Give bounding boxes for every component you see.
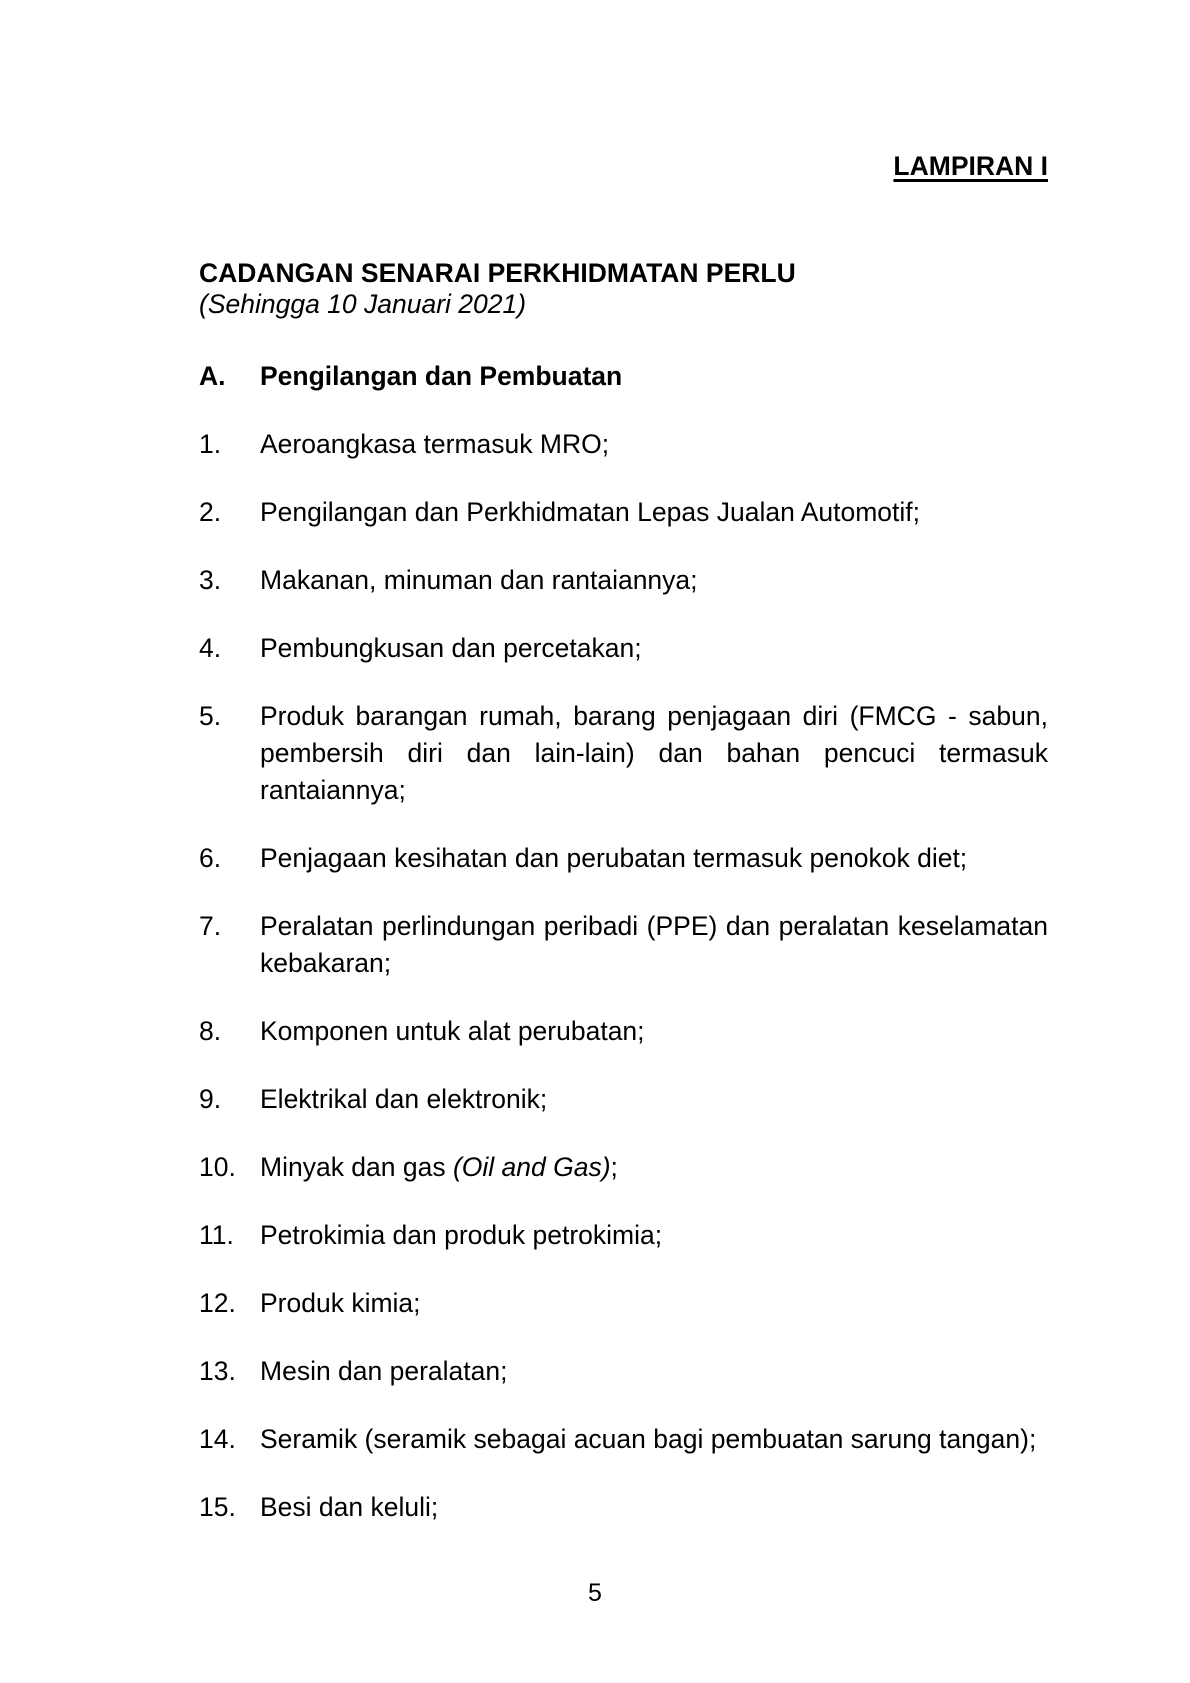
list-item-text — [260, 1149, 1048, 1186]
list-item-text: Besi dan keluli; — [260, 1492, 439, 1522]
page-title: CADANGAN SENARAI PERKHIDMATAN PERLU — [199, 258, 796, 288]
list-item — [199, 494, 1048, 531]
list-item-text: Makanan, minuman dan rantaiannya; — [260, 565, 698, 595]
list-item-number: 10. — [199, 1152, 236, 1182]
list-item-number: 15. — [199, 1492, 236, 1522]
list-item — [199, 1217, 1048, 1254]
list-item-number: 9. — [199, 1084, 222, 1114]
list-item-number: 6. — [199, 843, 222, 873]
list-item — [199, 1489, 1048, 1526]
text-run: ; — [610, 1152, 618, 1182]
list-item-number: 14. — [199, 1424, 236, 1454]
list-item-text: Mesin dan peralatan; — [260, 1356, 508, 1386]
list-item-number: 7. — [199, 911, 222, 941]
list-item — [199, 426, 1048, 463]
list-item-text: Pembungkusan dan percetakan; — [260, 633, 642, 663]
list-item — [199, 840, 1048, 877]
list-item-number: 1. — [199, 429, 222, 459]
list-item-text: Seramik (seramik sebagai acuan bagi pembuatan sarung tangan); — [260, 1424, 1037, 1454]
list-item — [199, 562, 1048, 599]
list-item — [199, 1353, 1048, 1390]
list-item — [199, 1421, 1048, 1458]
list-item-number: 8. — [199, 1016, 222, 1046]
text-run: Minyak dan gas — [260, 1152, 453, 1182]
list-item-text: Pengilangan dan Perkhidmatan Lepas Jualan Automotif; — [260, 497, 921, 527]
page-number: 5 — [588, 1579, 602, 1607]
list-item — [199, 698, 1048, 809]
appendix-label — [199, 148, 1048, 185]
list-item — [199, 1013, 1048, 1050]
list-item-number: 13. — [199, 1356, 236, 1386]
list-item-text: Elektrikal dan elektronik; — [260, 1084, 548, 1114]
section-heading — [199, 358, 1048, 395]
list-item — [199, 630, 1048, 667]
section-title: Pengilangan dan Pembuatan — [260, 361, 623, 391]
title-block — [199, 258, 1048, 320]
list-item-number: 11. — [199, 1220, 234, 1250]
list-item — [199, 1149, 1048, 1186]
list-item-number: 5. — [199, 701, 222, 731]
list-item — [199, 908, 1048, 982]
list-item-text: Peralatan perlindungan peribadi (PPE) dan peralatan keselamatan kebakaran; — [260, 911, 1048, 978]
list-item-text: Petrokimia dan produk petrokimia; — [260, 1220, 663, 1250]
appendix-label-text: LAMPIRAN I — [893, 151, 1048, 181]
page-subtitle: (Sehingga 10 Januari 2021) — [199, 289, 527, 319]
list-item-text: Produk barangan rumah, barang penjagaan diri (FMCG - sabun, pembersih diri dan lain-lain) dan bahan pencuci termasuk rantaiannya; — [260, 701, 1048, 805]
list-item-text: Aeroangkasa termasuk MRO; — [260, 429, 610, 459]
list-item-text: Penjagaan kesihatan dan perubatan termasuk penokok diet; — [260, 843, 968, 873]
list-item-number: 12. — [199, 1288, 236, 1318]
section-letter: A. — [199, 361, 226, 391]
list-item-number: 3. — [199, 565, 222, 595]
list-item-number: 4. — [199, 633, 222, 663]
list-item-number: 2. — [199, 497, 222, 527]
list-item-text: Komponen untuk alat perubatan; — [260, 1016, 645, 1046]
list-item — [199, 1285, 1048, 1322]
italic-text-run: (Oil and Gas) — [452, 1152, 611, 1182]
list-item — [199, 1081, 1048, 1118]
list-item-text: Produk kimia; — [260, 1288, 421, 1318]
